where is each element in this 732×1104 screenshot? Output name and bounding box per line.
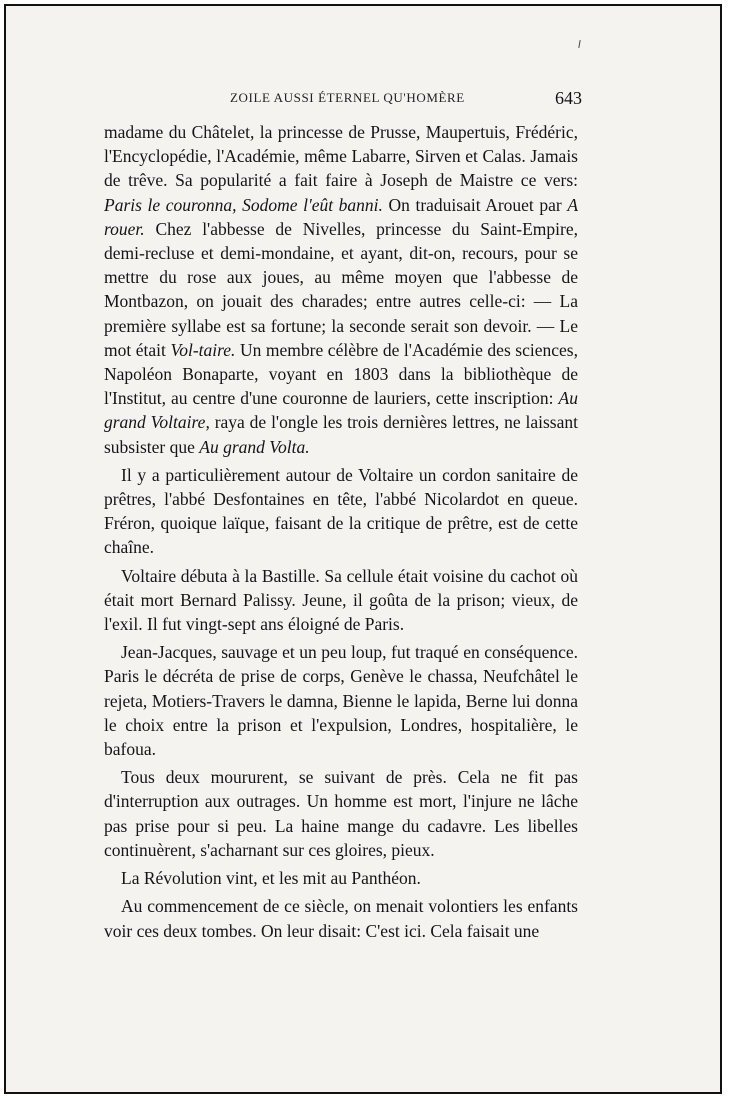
paragraph [104, 120, 578, 459]
page-number: 643 [555, 88, 582, 108]
text-run: Un membre célèbre de l'Académie des sciences, Napoléon Bonaparte, voyant en 1803 dans la bibliothèque de l'Institut, au centre d'une couronne de lauriers, cette inscription: [104, 339, 578, 409]
text-run: Voltaire débuta à la Bastille. Sa cellule était voisine du cachot où était mort Bernard Palissy. Jeune, il goûta de la prison; vieux, de l'exil. Il fut vingt-sept ans éloigné de Paris. [104, 565, 578, 635]
text-run: On traduisait Arouet par [382, 194, 568, 215]
paragraph [104, 640, 578, 761]
paragraph [104, 765, 578, 862]
italic-inscription-short: Au grand Volta. [199, 436, 310, 457]
paragraph [104, 866, 578, 890]
body-text [104, 120, 578, 943]
italic-quote: Paris le couronna, Sodome l'eût banni. [104, 194, 383, 215]
paragraph [104, 564, 578, 637]
text-run: Il y a particulièrement autour de Voltaire un cordon sanitaire de prêtres, l'abbé Desfontaines en tête, l'abbé Nicolardot en queue. Fréron, quoique laïque, faisant de la critique de prêtre, est de cette chaîne. [104, 464, 578, 558]
paragraph [104, 463, 578, 560]
text-run: raya de l'ongle les trois dernières lettres, ne laissant subsister que [104, 412, 578, 457]
italic-pun: A rouer. [104, 194, 579, 239]
text-run: Chez l'abbesse de Nivelles, princesse du Saint-Empire, demi-recluse et demi-mondaine, et ayant, dit-on, recours, pour se mettre du rose aux joues, au même moyen que l'abbesse de Montbazon, on jouait des charades; entre autres celle-ci: — La première syllabe est sa fortune; la seconde serait son devoir. — Le mot était [104, 218, 578, 360]
text-run: Au commencement de ce siècle, on menait volontiers les enfants voir ces deux tombes. On leur disait: C'est ici. Cela faisait une [104, 896, 578, 941]
text-run: Tous deux moururent, se suivant de près. Cela ne fit pas d'interruption aux outrages. Un homme est mort, l'injure ne lâche pas prise pour si peu. La haine mange du cadavre. Les libelles continuèrent, s'acharnant sur ces gloires, pieux. [104, 767, 578, 860]
running-head [100, 88, 582, 110]
text-run: La Révolution vint, et les mit au Panthéon. [121, 868, 421, 889]
italic-charade-answer: Vol-taire. [170, 339, 236, 360]
italic-inscription: Au grand Voltaire, [104, 388, 578, 433]
text-run: madame du Châtelet, la princesse de Prusse, Maupertuis, Frédéric, l'Encyclopédie, l'Académie, même Labarre, Sirven et Calas. Jamais de trêve. Sa popularité a fait faire à Joseph de Maistre ce vers: [104, 122, 578, 191]
running-title: ZOILE AUSSI ÉTERNEL QU'HOMÈRE [230, 90, 465, 105]
paragraph [104, 894, 578, 942]
text-run: Jean-Jacques, sauvage et un peu loup, fut traqué en conséquence. Paris le décréta de prise de corps, Genève le chassa, Neufchâtel le rejeta, Motiers-Travers le damna, Bienne le lapida, Berne lui donna le choix entre la prison et l'expulsion, Londres, hospitalière, le bafoua. [104, 642, 578, 760]
